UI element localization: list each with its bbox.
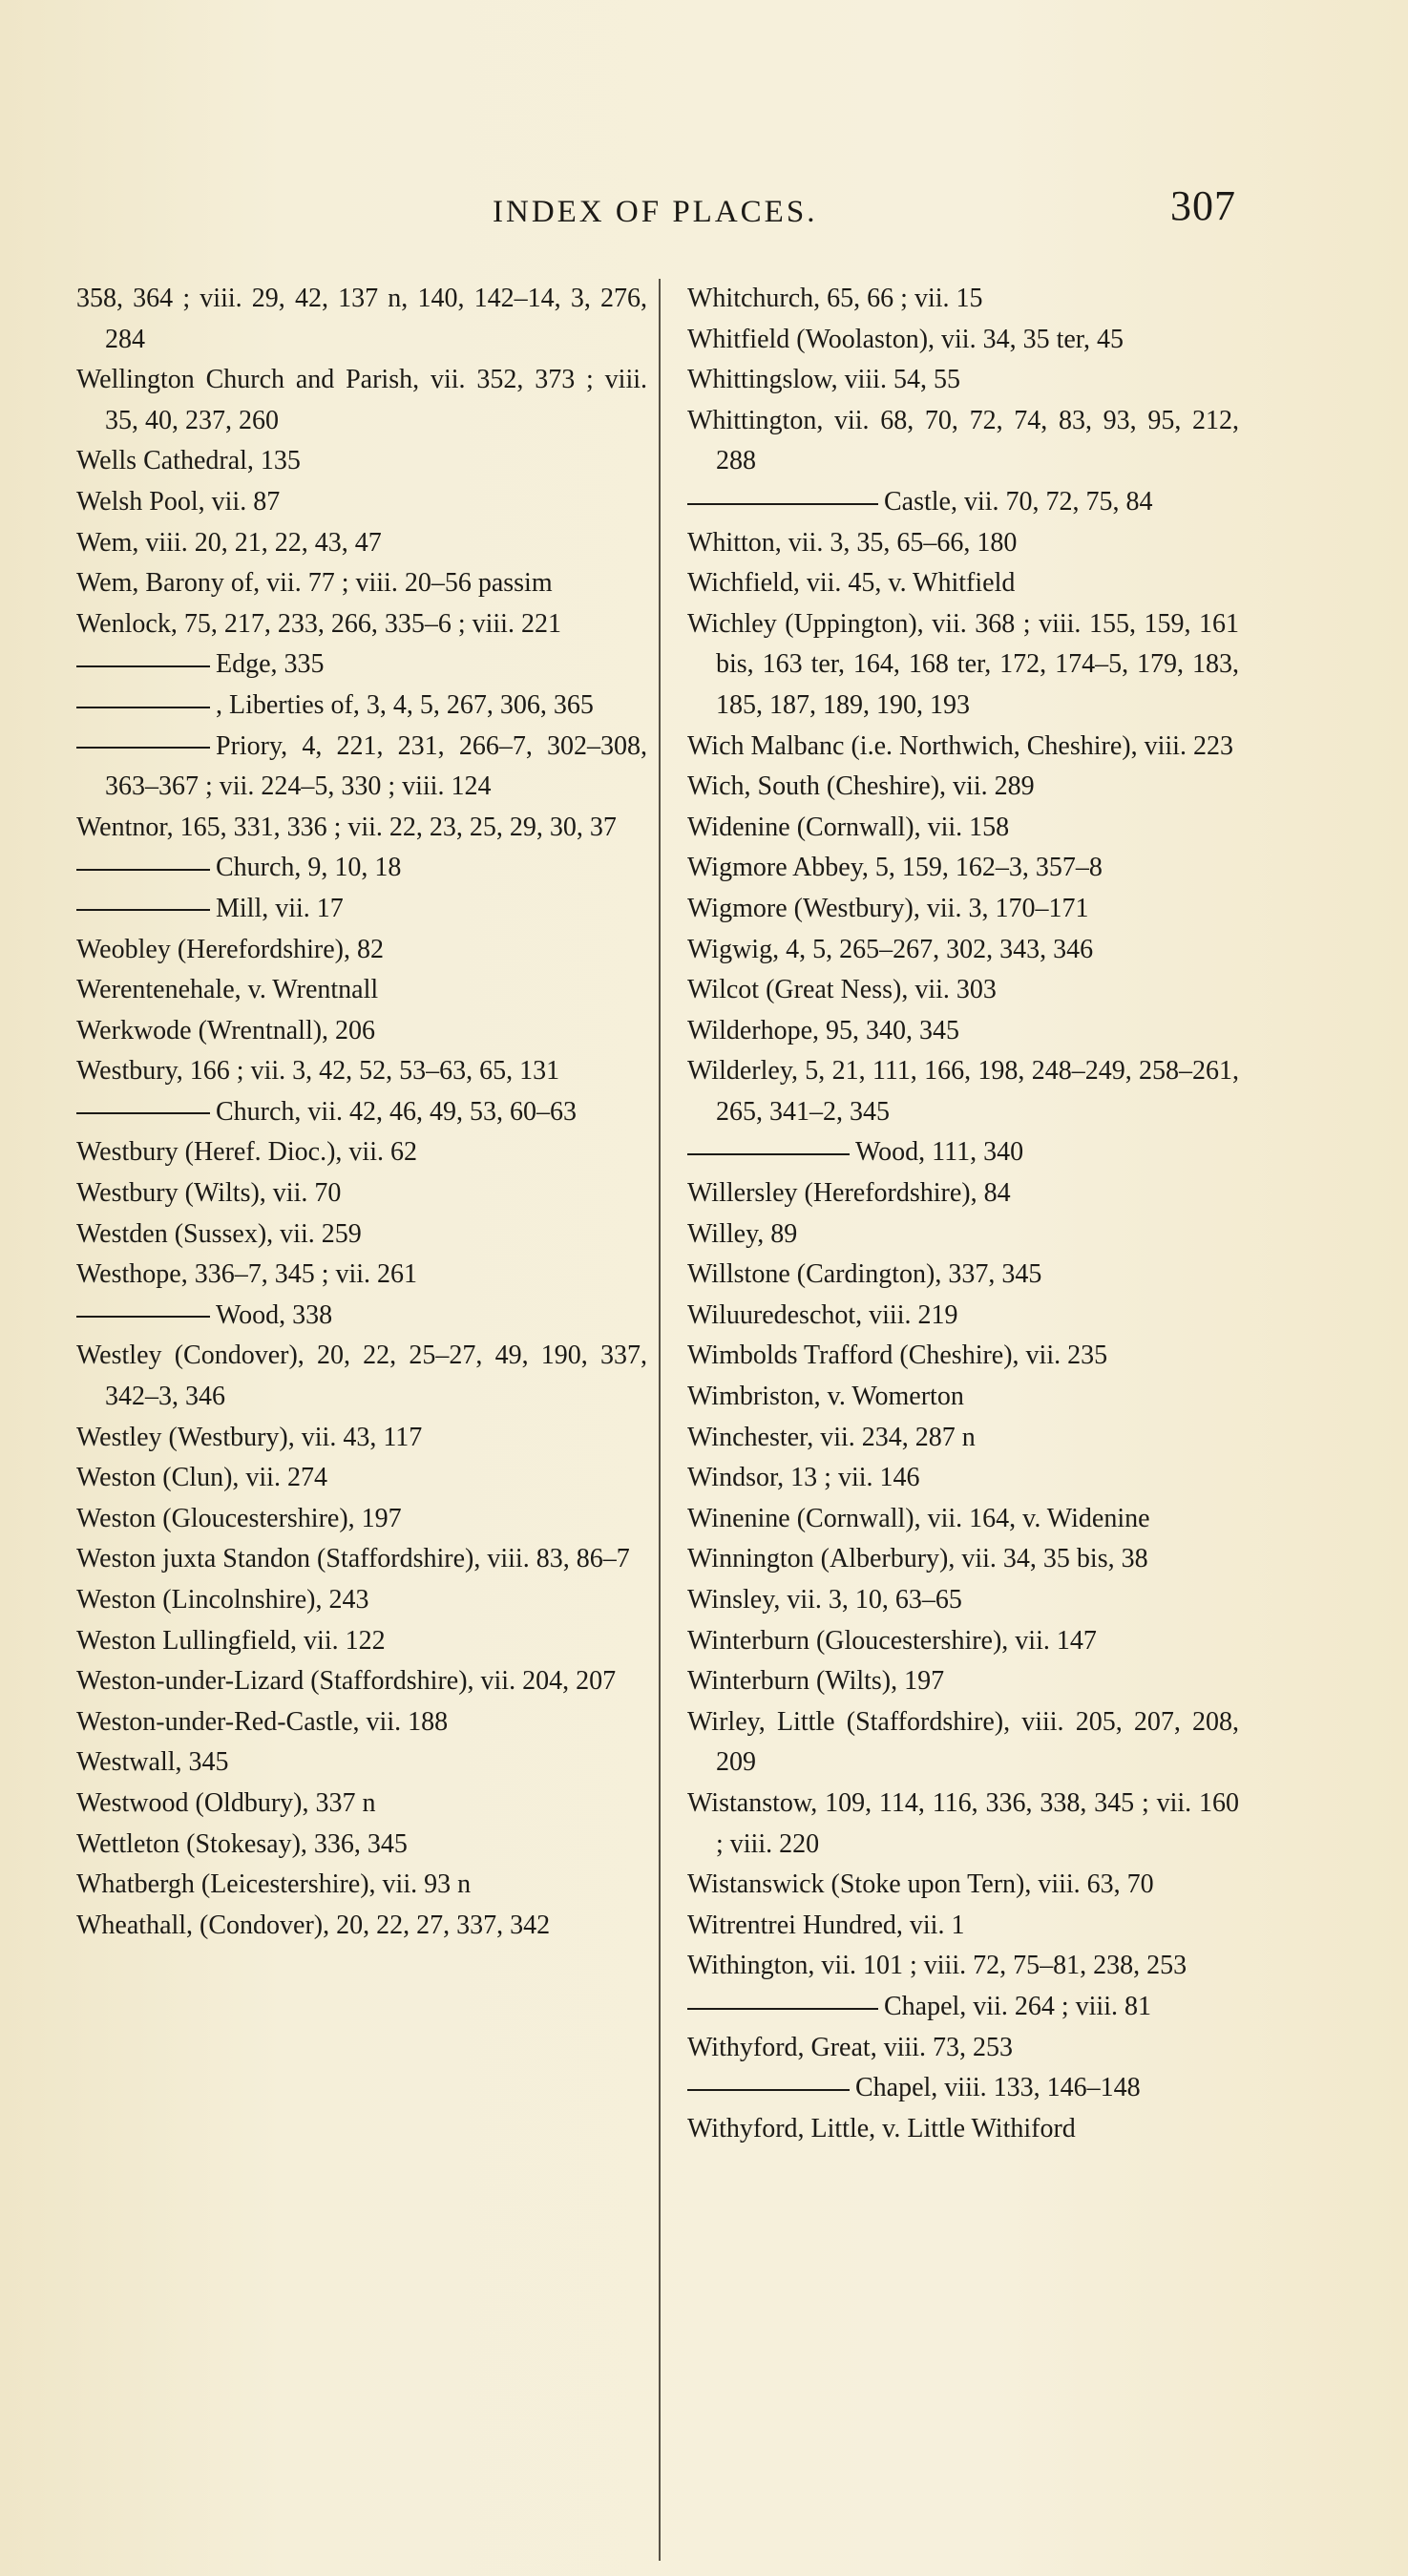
index-entry-text: Wettleton (Stokesay), 336, 345 [76, 1828, 408, 1859]
index-entry [687, 1784, 1239, 1865]
index-entry-text: Wimbriston, v. Womerton [687, 1382, 964, 1412]
index-entry [76, 889, 647, 930]
index-entry-text: Wigmore Abbey, 5, 159, 162–3, 357–8 [687, 853, 1103, 883]
index-entry [687, 1865, 1239, 1906]
index-entry-text: Castle, vii. 70, 72, 75, 84 [884, 486, 1153, 517]
index-entry-text: Willstone (Cardington), 337, 345 [687, 1259, 1042, 1290]
index-entry [687, 1173, 1239, 1214]
index-entry [687, 604, 1239, 727]
index-entry [76, 279, 647, 360]
index-entry-text: Winnington (Alberbury), vii. 34, 35 bis, 38 [687, 1544, 1148, 1574]
index-entry-text: Whittingslow, viii. 54, 55 [687, 365, 960, 395]
index-entry [687, 1336, 1239, 1377]
index-entry-text: Weston-under-Red-Castle, vii. 188 [76, 1706, 449, 1737]
index-entry [687, 482, 1239, 523]
index-entry-text: Wheathall, (Condover), 20, 22, 27, 337, 342 [76, 1910, 551, 1940]
index-entry-text: Wistanswick (Stoke upon Tern), viii. 63, 70 [687, 1869, 1154, 1900]
index-entry [76, 482, 647, 523]
index-entry-text: Willey, 89 [687, 1218, 798, 1249]
index-entry-text: Wentnor, 165, 331, 336 ; vii. 22, 23, 25, 29, 30, 37 [76, 812, 617, 842]
index-entry [76, 1906, 647, 1947]
index-entry-text: Westwall, 345 [76, 1747, 229, 1778]
index-entry-text: Widenine (Cornwall), vii. 158 [687, 812, 1010, 842]
index-entry-text: Westwood (Oldbury), 337 n [76, 1787, 376, 1818]
index-entry-text: Wigwig, 4, 5, 265–267, 302, 343, 346 [687, 934, 1094, 964]
index-entry [76, 686, 647, 727]
index-entry [687, 2028, 1239, 2069]
ditto-dash [76, 1316, 210, 1318]
index-entry-text: Withington, vii. 101 ; viii. 72, 75–81, 238, 253 [687, 1951, 1187, 1981]
index-entry [76, 1255, 647, 1296]
index-entry-text: Edge, 335 [216, 649, 325, 680]
index-entry [76, 727, 647, 808]
index-entry-text: Wirley, Little (Staffordshire), viii. 205, 207, 208, 209 [687, 1706, 1239, 1778]
index-entry [687, 1051, 1239, 1132]
index-entry [687, 1418, 1239, 1459]
index-entry-text: Wilcot (Great Ness), vii. 303 [687, 975, 997, 1005]
index-entry-text: Church, 9, 10, 18 [216, 853, 402, 883]
index-entry-text: Wilderley, 5, 21, 111, 166, 198, 248–249, 258–261, 265, 341–2, 345 [687, 1056, 1239, 1127]
index-entry [76, 441, 647, 482]
index-entry-text: Westbury (Heref. Dioc.), vii. 62 [76, 1137, 417, 1168]
index-entry-text: Wistanstow, 109, 114, 116, 336, 338, 345 ; vii. 160 ; viii. 220 [687, 1787, 1239, 1859]
index-entry-text: Weston (Gloucestershire), 197 [76, 1503, 402, 1533]
index-entry [76, 808, 647, 849]
index-entry-text: Whitfield (Woolaston), vii. 34, 35 ter, 45 [687, 324, 1124, 354]
index-column-left [76, 279, 647, 1946]
index-entry-text: Winterburn (Wilts), 197 [687, 1666, 945, 1697]
index-entry-text: Wimbolds Trafford (Cheshire), vii. 235 [687, 1341, 1108, 1371]
index-entry-text: Werentenehale, v. Wrentnall [76, 975, 379, 1005]
index-entry-text: Winenine (Cornwall), vii. 164, v. Widenine [687, 1503, 1150, 1533]
index-entry-text: Withyford, Great, viii. 73, 253 [687, 2032, 1014, 2062]
index-entry [687, 523, 1239, 564]
index-entry [76, 1458, 647, 1499]
index-entry [687, 1499, 1239, 1540]
index-entry [76, 1296, 647, 1337]
index-entry [687, 848, 1239, 889]
index-entry [76, 1499, 647, 1540]
index-column-right [687, 279, 1239, 2149]
index-entry-text: Priory, 4, 221, 231, 266–7, 302–308, 363–367 ; vii. 224–5, 330 ; viii. 124 [105, 730, 647, 802]
index-entry-text: Chapel, vii. 264 ; viii. 81 [884, 1991, 1151, 2021]
index-entry [687, 1621, 1239, 1662]
index-entry-text: Wichley (Uppington), vii. 368 ; viii. 155, 159, 161 bis, 163 ter, 164, 168 ter, 172, 174–5, 179, 183, 185, 187, 189, 190, 193 [687, 608, 1239, 720]
ditto-dash [687, 2008, 878, 2010]
index-entry-text: Wich Malbanc (i.e. Northwich, Cheshire), viii. 223 [687, 730, 1233, 761]
index-entry-text: Winchester, vii. 234, 287 n [687, 1422, 976, 1452]
index-entry-text: Westley (Westbury), vii. 43, 117 [76, 1422, 423, 1452]
index-entry [687, 767, 1239, 808]
index-entry [687, 970, 1239, 1011]
index-entry-text: Whitton, vii. 3, 35, 65–66, 180 [687, 527, 1018, 558]
index-entry [687, 2109, 1239, 2150]
index-entry-text: 358, 364 ; viii. 29, 42, 137 n, 140, 142–14, 3, 276, 284 [76, 284, 647, 354]
index-entry [687, 2068, 1239, 2109]
ditto-dash [687, 503, 878, 505]
ditto-dash [687, 2089, 850, 2091]
index-entry-text: Welsh Pool, vii. 87 [76, 486, 281, 517]
index-entry [76, 644, 647, 686]
index-entry [76, 1742, 647, 1784]
index-entry-text: Mill, vii. 17 [216, 893, 344, 923]
ditto-dash [76, 869, 210, 871]
index-entry [76, 523, 647, 564]
index-entry [76, 604, 647, 645]
index-entry-text: Wiluuredeschot, viii. 219 [687, 1299, 958, 1330]
running-head-title: INDEX OF PLACES. [493, 195, 818, 229]
index-entry [76, 360, 647, 441]
index-entry-text: Werkwode (Wrentnall), 206 [76, 1015, 376, 1045]
index-entry [687, 930, 1239, 971]
index-entry-text: Wem, viii. 20, 21, 22, 43, 47 [76, 527, 382, 558]
index-entry [76, 563, 647, 604]
index-entry-text: Weston Lullingfield, vii. 122 [76, 1625, 386, 1656]
index-entry [76, 1418, 647, 1459]
ditto-dash [76, 909, 210, 911]
index-entry [687, 1214, 1239, 1256]
index-entry [687, 1539, 1239, 1580]
ditto-dash [76, 707, 210, 708]
index-entry-text: Westbury, 166 ; vii. 3, 42, 52, 53–63, 65, 131 [76, 1056, 560, 1087]
index-entry-text: Wigmore (Westbury), vii. 3, 170–171 [687, 893, 1089, 923]
index-entry [687, 1661, 1239, 1702]
index-entry [76, 1825, 647, 1866]
index-entry [687, 1906, 1239, 1947]
index-entry-text: Wood, 111, 340 [855, 1137, 1024, 1168]
index-entry [687, 1458, 1239, 1499]
index-entry-text: Westhope, 336–7, 345 ; vii. 261 [76, 1259, 418, 1290]
index-entry-text: Windsor, 13 ; vii. 146 [687, 1463, 920, 1493]
index-entry-text: Church, vii. 42, 46, 49, 53, 60–63 [216, 1096, 577, 1127]
index-entry [76, 1173, 647, 1214]
index-entry [76, 1336, 647, 1417]
index-entry-text: Witrentrei Hundred, vii. 1 [687, 1910, 965, 1940]
index-entry [687, 727, 1239, 768]
index-entry [687, 279, 1239, 320]
index-entry [687, 808, 1239, 849]
index-entry [687, 360, 1239, 401]
index-entry [76, 1539, 647, 1580]
column-divider [659, 279, 661, 2561]
index-entry [76, 1661, 647, 1702]
index-entry [687, 1296, 1239, 1337]
index-entry-text: , Liberties of, 3, 4, 5, 267, 306, 365 [216, 689, 594, 720]
index-entry-text: Wichfield, vii. 45, v. Whitfield [687, 568, 1016, 599]
index-entry-text: Westley (Condover), 20, 22, 25–27, 49, 190, 337, 342–3, 346 [76, 1341, 647, 1412]
index-entry [687, 1132, 1239, 1173]
index-entry [687, 401, 1239, 482]
index-entry [76, 1092, 647, 1133]
index-entry [76, 1580, 647, 1621]
index-entry-text: Wenlock, 75, 217, 233, 266, 335–6 ; viii. 221 [76, 608, 561, 639]
index-entry-text: Whitchurch, 65, 66 ; vii. 15 [687, 284, 983, 313]
index-entry [687, 889, 1239, 930]
index-entry [76, 1132, 647, 1173]
index-entry-text: Westbury (Wilts), vii. 70 [76, 1178, 342, 1209]
index-entry [687, 1377, 1239, 1418]
index-entry [687, 1580, 1239, 1621]
index-entry-text: Winsley, vii. 3, 10, 63–65 [687, 1585, 962, 1615]
ditto-dash [76, 747, 210, 749]
index-entry-text: Weobley (Herefordshire), 82 [76, 934, 384, 964]
page-number: 307 [1170, 182, 1236, 229]
ditto-dash [76, 665, 210, 667]
index-entry-text: Wellington Church and Parish, vii. 352, 373 ; viii. 35, 40, 237, 260 [76, 365, 647, 435]
index-entry-text: Wilderhope, 95, 340, 345 [687, 1015, 960, 1045]
index-entry [76, 1702, 647, 1743]
index-entry [687, 1702, 1239, 1784]
index-entry-text: Willersley (Herefordshire), 84 [687, 1178, 1011, 1209]
index-entry-text: Weston (Clun), vii. 274 [76, 1463, 327, 1493]
index-entry-text: Westden (Sussex), vii. 259 [76, 1218, 362, 1249]
index-entry-text: Weston juxta Standon (Staffordshire), viii. 83, 86–7 [76, 1544, 630, 1574]
index-entry-text: Whatbergh (Leicestershire), vii. 93 n [76, 1869, 472, 1900]
index-entry [76, 1214, 647, 1256]
index-entry [76, 1865, 647, 1906]
index-entry-text: Wood, 338 [216, 1299, 333, 1330]
index-entry-text: Wells Cathedral, 135 [76, 446, 301, 476]
index-entry [687, 1946, 1239, 1987]
index-entry [76, 1784, 647, 1825]
index-entry [687, 1011, 1239, 1052]
index-entry [687, 1987, 1239, 2028]
index-entry [76, 1011, 647, 1052]
index-entry-text: Chapel, viii. 133, 146–148 [855, 2073, 1141, 2103]
index-entry [687, 320, 1239, 361]
ditto-dash [76, 1112, 210, 1114]
index-entry [76, 1621, 647, 1662]
index-entry [76, 970, 647, 1011]
index-entry [76, 930, 647, 971]
index-entry [687, 1255, 1239, 1296]
index-entry-text: Weston (Lincolnshire), 243 [76, 1585, 369, 1615]
ditto-dash [687, 1153, 850, 1155]
index-entry-text: Withyford, Little, v. Little Withiford [687, 2113, 1076, 2143]
index-entry [76, 1051, 647, 1092]
index-entry-text: Weston-under-Lizard (Staffordshire), vii. 204, 207 [76, 1666, 617, 1697]
index-entry-text: Wem, Barony of, vii. 77 ; viii. 20–56 passim [76, 568, 553, 599]
index-entry-text: Winterburn (Gloucestershire), vii. 147 [687, 1625, 1097, 1656]
index-entry [76, 848, 647, 889]
index-entry [687, 563, 1239, 604]
index-entry-text: Whittington, vii. 68, 70, 72, 74, 83, 93, 95, 212, 288 [687, 405, 1239, 476]
index-entry-text: Wich, South (Cheshire), vii. 289 [687, 771, 1035, 802]
